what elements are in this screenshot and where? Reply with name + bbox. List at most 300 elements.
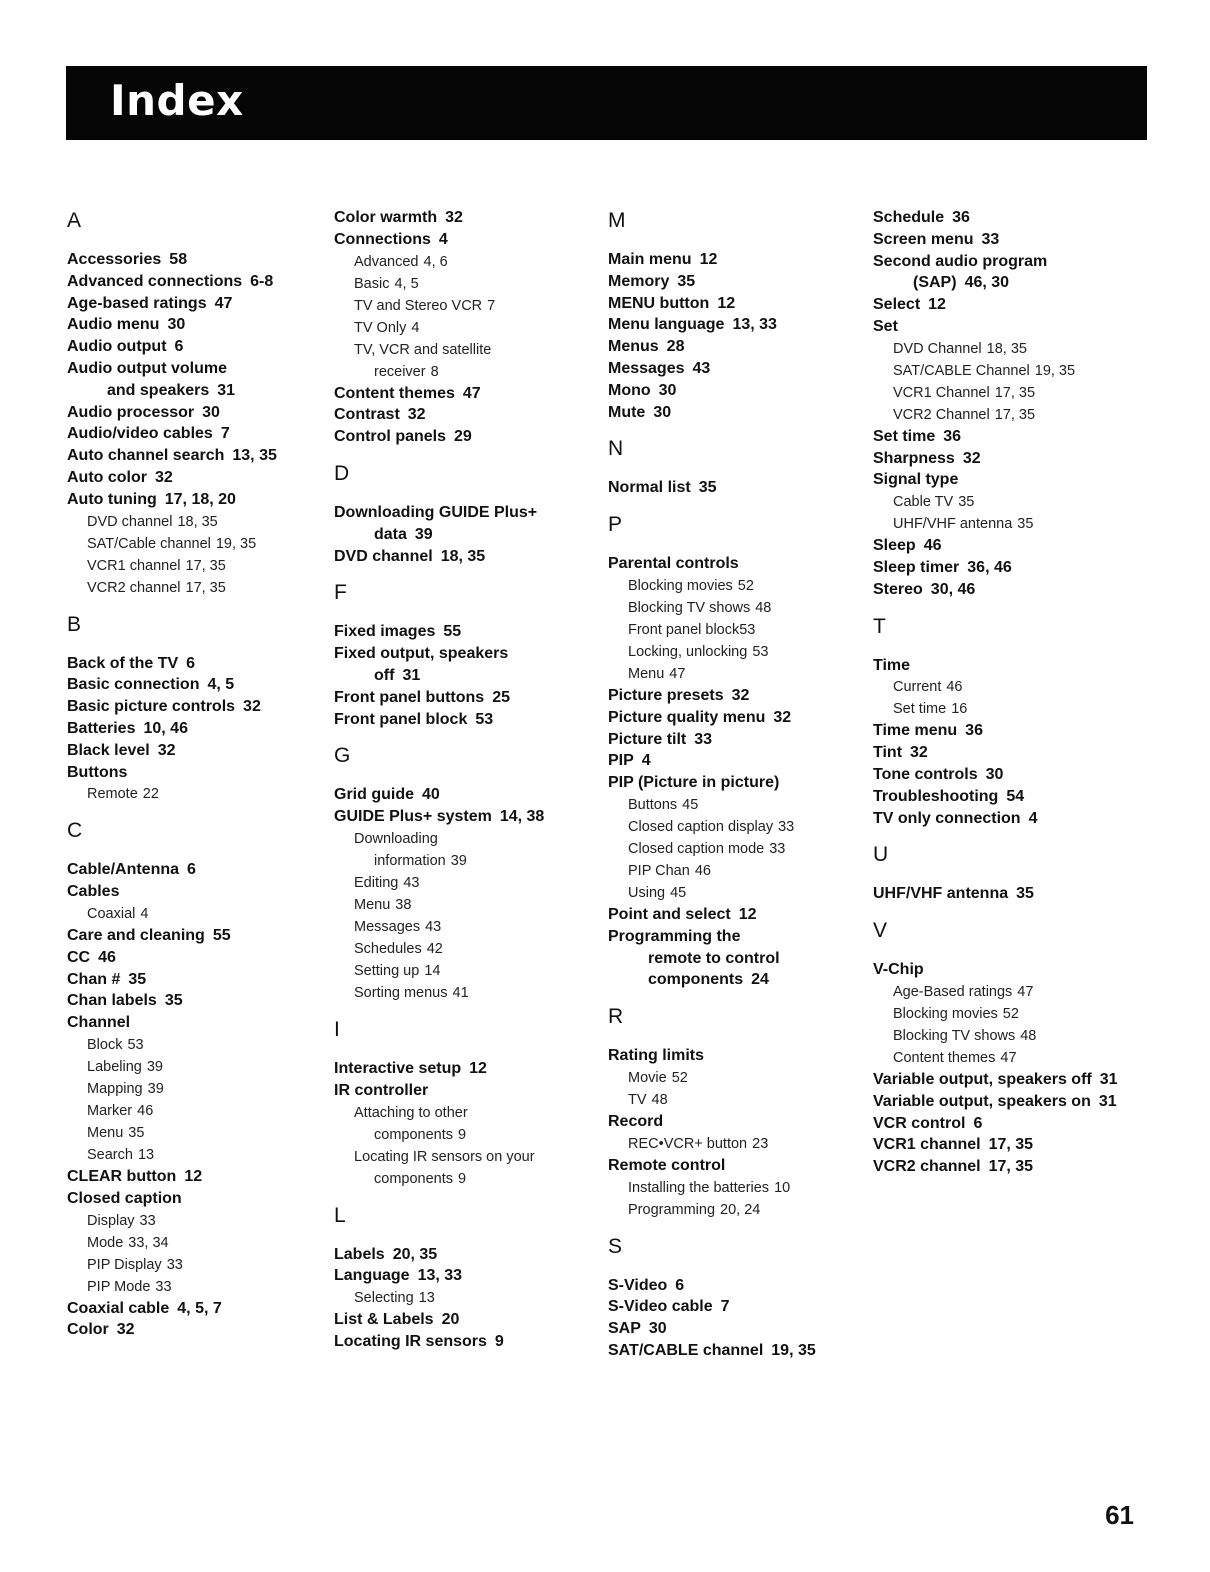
index-section [608, 435, 863, 499]
entry-pages: 30, 46 [930, 580, 976, 598]
entry-pages: 4, 5 [207, 676, 235, 694]
entry-pages: 31 [402, 666, 421, 684]
entry-pages: 6 [187, 861, 196, 879]
index-entry [608, 293, 863, 315]
index-entry [334, 426, 589, 448]
index-entry [334, 1309, 589, 1331]
entry-pages: 32 [407, 406, 426, 424]
entry-term: Picture tilt [608, 730, 687, 748]
index-entry [873, 294, 1163, 316]
subentry-term: DVD Channel [893, 340, 982, 357]
section-letter: C [67, 819, 83, 843]
entry-pages: 19, 35 [771, 1341, 816, 1359]
subentry-pages: 14 [424, 962, 441, 979]
subentry-term-cont-text: information [374, 852, 446, 869]
entry-pages: 36, 46 [967, 558, 1012, 576]
index-entry [608, 926, 863, 991]
entry-term-continued [334, 665, 589, 687]
index-entry [334, 1244, 589, 1266]
index-entry [334, 229, 589, 251]
entry-term: Language [334, 1267, 410, 1285]
entry-pages: 40 [422, 786, 440, 804]
index-column-1 [67, 207, 322, 1353]
subentry-term: Labeling [87, 1058, 142, 1075]
index-subentry [334, 982, 589, 1004]
subentry-term: VCR1 Channel [893, 384, 990, 401]
subentry-term: Messages [354, 918, 421, 935]
subentry-term: Mapping [87, 1080, 143, 1097]
entry-pages: 4 [1028, 809, 1038, 827]
entry-term: Main menu [608, 251, 692, 268]
index-subentry [873, 1025, 1163, 1047]
entry-term: Chan # [67, 970, 121, 988]
index-entry [608, 1318, 863, 1340]
subentry-pages: 46 [946, 679, 963, 696]
entry-term: Sleep [873, 537, 916, 555]
subentry-pages: 35 [958, 494, 975, 511]
entry-term: Time menu [873, 722, 958, 740]
index-section [334, 1016, 589, 1190]
subentry-pages: 43 [425, 918, 442, 935]
entry-term: Set [873, 317, 898, 335]
subentry-pages: 39 [146, 1058, 163, 1075]
index-subentry [608, 597, 863, 619]
subentry-term-cont-text: receiver [374, 363, 426, 380]
entry-term: VCR2 channel [873, 1158, 981, 1176]
index-section [608, 1003, 863, 1220]
entry-pages: 20 [441, 1311, 460, 1329]
subentry-term: UHF/VHF antenna [893, 516, 1013, 533]
subentry-term: Coaxial [87, 905, 136, 922]
entry-term-cont-text: off [374, 666, 395, 684]
entry-term: Fixed output, speakers [334, 645, 509, 663]
index-entry [334, 502, 589, 546]
index-section [334, 1202, 589, 1353]
index-entry [67, 762, 322, 784]
entry-pages: 28 [666, 338, 685, 356]
subentry-term: Blocking movies [893, 1005, 998, 1022]
section-letter: T [873, 614, 886, 638]
index-subentry [334, 1146, 589, 1190]
entry-term-continued [608, 969, 863, 991]
index-entry [873, 1091, 1163, 1113]
index-entry [608, 380, 863, 402]
index-entry [67, 1298, 322, 1320]
entry-term: Connections [334, 230, 431, 248]
subentry-term: DVD channel [87, 513, 173, 530]
index-entry [334, 383, 589, 405]
section-letter: S [608, 1234, 623, 1258]
index-entry [67, 718, 322, 740]
section-letter: P [608, 513, 623, 537]
index-entry [873, 251, 1163, 295]
page-title: Index [110, 76, 244, 125]
subentry-term-cont-text: components [374, 1126, 453, 1143]
subentry-term: Mode [87, 1234, 124, 1251]
entry-term: Second audio program [873, 252, 1048, 270]
entry-term: Audio/video cables [67, 425, 213, 443]
entry-term: S-Video [608, 1276, 668, 1294]
index-entry [873, 959, 1163, 981]
index-entry [67, 489, 322, 511]
subentry-term: Current [893, 679, 942, 696]
subentry-pages: 19, 35 [1034, 362, 1076, 379]
entry-pages: 36 [965, 722, 983, 740]
index-subentry [67, 577, 322, 599]
entry-term-cont-text: remote to control [648, 949, 780, 967]
section-letter: G [334, 744, 351, 768]
entry-term: Normal list [608, 479, 691, 497]
subentry-term: TV, VCR and satellite [354, 341, 492, 358]
index-entry [873, 469, 1163, 491]
subentry-term: Menu [628, 665, 665, 682]
index-entry [67, 947, 322, 969]
entry-term: Buttons [67, 763, 128, 781]
entry-pages: 9 [494, 1332, 504, 1350]
index-entry [608, 1045, 863, 1067]
entry-term: Mute [608, 403, 646, 421]
index-subentry [608, 816, 863, 838]
index-entry [873, 883, 1163, 905]
section-letter: M [608, 209, 626, 232]
index-section [608, 207, 863, 423]
subentry-term: Search [87, 1146, 133, 1163]
index-section [334, 579, 589, 730]
entry-term: DVD channel [334, 547, 433, 565]
subentry-pages: 18, 35 [986, 340, 1027, 357]
entry-term-cont-text: (SAP) [913, 274, 957, 292]
index-entry [67, 653, 322, 675]
index-entry [873, 808, 1163, 830]
entry-term: Cables [67, 883, 120, 901]
index-subentry [334, 317, 589, 339]
subentry-pages: 33 [139, 1212, 156, 1229]
index-entry [873, 557, 1163, 579]
entry-term-cont-text: and speakers [107, 381, 210, 399]
index-subentry [873, 1003, 1163, 1025]
entry-term: Chan labels [67, 992, 157, 1010]
subentry-pages: 17, 35 [185, 557, 226, 574]
entry-term: List & Labels [334, 1311, 434, 1329]
index-subentry [873, 491, 1163, 513]
index-entry [608, 336, 863, 358]
index-entry [67, 674, 322, 696]
index-entry [67, 336, 322, 358]
index-entry [67, 402, 322, 424]
page-number: 61 [1105, 1500, 1134, 1530]
index-entry [334, 1265, 589, 1287]
index-section [608, 511, 863, 991]
index-entry [334, 1080, 589, 1102]
index-entry [608, 1296, 863, 1318]
index-entry [67, 990, 322, 1012]
subentry-term: Installing the batteries [628, 1179, 770, 1196]
index-entry [608, 1111, 863, 1133]
index-entry [608, 904, 863, 926]
index-entry [334, 643, 589, 687]
entry-pages: 31 [1099, 1070, 1118, 1088]
subentry-term: Menu [87, 1124, 124, 1141]
section-letter: U [873, 843, 889, 867]
subentry-term: Basic [354, 275, 390, 292]
index-subentry [334, 295, 589, 317]
subentry-term-continued [354, 361, 589, 383]
subentry-pages: 18, 35 [177, 513, 218, 530]
entry-term: SAP [608, 1320, 641, 1338]
index-entry [873, 426, 1163, 448]
index-subentry [334, 894, 589, 916]
entry-term: Parental controls [608, 555, 739, 573]
index-section [334, 207, 589, 448]
entry-term: Troubleshooting [873, 787, 999, 805]
entry-pages: 13, 33 [417, 1267, 463, 1285]
index-section [334, 742, 589, 1004]
subentry-pages: 42 [426, 940, 443, 957]
entry-pages: 17, 18, 20 [164, 490, 236, 508]
subentry-term: Block [87, 1036, 123, 1053]
index-column-3 [608, 207, 863, 1374]
entry-term: CC [67, 948, 91, 966]
entry-term: Audio menu [67, 316, 160, 334]
subentry-term: Schedules [354, 940, 422, 957]
entry-pages: 35 [164, 992, 183, 1010]
subentry-pages: 46 [137, 1102, 154, 1119]
subentry-pages: 17, 35 [185, 579, 226, 596]
subentry-pages: 13 [137, 1146, 155, 1163]
entry-pages: 46, 30 [964, 274, 1010, 292]
index-entry [67, 314, 322, 336]
entry-pages: 7 [220, 425, 230, 443]
entry-term: Closed caption [67, 1189, 182, 1207]
index-subentry [67, 1100, 322, 1122]
index-section [873, 841, 1163, 905]
index-entry [873, 1156, 1163, 1178]
entry-pages: 30 [648, 1320, 667, 1338]
subentry-term: Age-Based ratings [893, 983, 1013, 1000]
index-entry [608, 271, 863, 293]
subentry-pages: 23 [752, 1135, 769, 1152]
subentry-term: Selecting [354, 1290, 414, 1307]
entry-pages: 29 [454, 428, 472, 446]
index-entry [873, 579, 1163, 601]
index-header-bar [66, 66, 1147, 140]
entry-term: TV only connection [873, 809, 1021, 827]
entry-pages: 32 [155, 468, 173, 486]
index-entry [67, 859, 322, 881]
subentry-pages: 7 [487, 297, 496, 314]
entry-term: Tint [873, 744, 903, 762]
index-section [334, 460, 589, 567]
entry-pages: 32 [773, 708, 792, 726]
entry-pages: 32 [731, 686, 750, 704]
index-subentry [67, 511, 322, 533]
subentry-term: Buttons [628, 796, 678, 813]
entry-term: Variable output, speakers off [873, 1070, 1092, 1088]
entry-pages: 32 [157, 741, 176, 759]
index-entry [873, 207, 1163, 229]
index-subentry [67, 783, 322, 805]
index-entry [67, 1012, 322, 1034]
index-subentry [334, 273, 589, 295]
index-entry [67, 696, 322, 718]
index-entry [67, 1166, 322, 1188]
entry-term: S-Video cable [608, 1298, 713, 1316]
subentry-term: Sorting menus [354, 984, 448, 1001]
subentry-term: Setting up [354, 962, 420, 979]
index-subentry [873, 382, 1163, 404]
subentry-term-continued [354, 1124, 589, 1146]
index-entry [608, 477, 863, 499]
entry-term: Programming the [608, 927, 741, 945]
subentry-pages: 4, 5 [394, 275, 419, 292]
subentry-pages: 45 [682, 796, 699, 813]
entry-term: Point and select [608, 905, 731, 923]
subentry-term: Marker [87, 1102, 133, 1119]
index-entry [608, 707, 863, 729]
index-subentry [873, 676, 1163, 698]
subentry-term: Closed caption mode [628, 840, 765, 857]
subentry-pages: 22 [142, 786, 159, 803]
entry-term-cont-text: data [374, 525, 407, 543]
subentry-term: Advanced [354, 253, 419, 270]
subentry-pages: 33 [778, 818, 795, 835]
entry-pages: 6 [973, 1114, 983, 1132]
index-entry [608, 249, 863, 271]
index-entry [873, 720, 1163, 742]
subentry-pages: 9 [458, 1170, 467, 1187]
index-entry [334, 709, 589, 731]
entry-pages: 43 [692, 359, 711, 377]
entry-pages: 4 [438, 230, 448, 248]
index-subentry [334, 251, 589, 273]
subentry-pages: 52 [737, 577, 754, 594]
entry-pages: 13, 35 [232, 447, 277, 465]
subentry-pages: 33, 34 [128, 1234, 169, 1251]
index-subentry [608, 882, 863, 904]
index-subentry [67, 1276, 322, 1298]
entry-term: Auto tuning [67, 490, 157, 508]
subentry-term: PIP Display [87, 1256, 162, 1273]
subentry-term: TV Only [354, 319, 407, 336]
entry-term-continued [334, 524, 589, 546]
entry-pages: 53 [475, 710, 494, 728]
index-entry [334, 1058, 589, 1080]
index-entry [873, 1113, 1163, 1135]
entry-pages: 12 [928, 296, 946, 314]
index-section [873, 917, 1163, 1178]
subentry-pages: 4 [140, 905, 149, 922]
entry-term: Set time [873, 427, 936, 445]
index-subentry [608, 1177, 863, 1199]
subentry-term: Blocking movies [628, 577, 733, 594]
index-entry [873, 786, 1163, 808]
index-subentry [608, 838, 863, 860]
subentry-term: Front panel block53 [628, 621, 756, 638]
entry-term: Signal type [873, 471, 959, 489]
entry-term: Care and cleaning [67, 926, 205, 944]
subentry-term: Remote [87, 786, 138, 803]
subentry-pages: 53 [127, 1036, 144, 1053]
entry-pages: 20, 35 [392, 1245, 438, 1263]
entry-pages: 36 [952, 209, 970, 226]
entry-pages: 32 [910, 744, 928, 762]
entry-term: Time [873, 656, 911, 674]
index-entry [608, 402, 863, 424]
entry-term: Audio output volume [67, 359, 227, 377]
entry-term: Advanced connections [67, 272, 243, 290]
index-entry [67, 969, 322, 991]
entry-pages: 12 [184, 1167, 203, 1185]
entry-term: Sleep timer [873, 558, 960, 576]
entry-term: PIP (Picture in picture) [608, 774, 780, 792]
entry-pages: 6 [186, 654, 196, 672]
section-letter: V [873, 919, 888, 943]
subentry-term: Editing [354, 874, 399, 891]
index-entry [334, 207, 589, 229]
entry-term: Front panel buttons [334, 688, 485, 706]
entry-pages: 35 [698, 479, 717, 497]
entry-pages: 12 [699, 251, 718, 268]
entry-term: Messages [608, 359, 685, 377]
subentry-term: Closed caption display [628, 818, 774, 835]
index-entry [67, 467, 322, 489]
entry-term: Audio processor [67, 403, 195, 421]
index-subentry [67, 1232, 322, 1254]
entry-pages: 17, 35 [988, 1158, 1034, 1176]
index-subentry [67, 533, 322, 555]
entry-pages: 47 [462, 384, 481, 402]
entry-term: Locating IR sensors [334, 1332, 487, 1350]
index-entry [334, 546, 589, 568]
subentry-term: TV [628, 1091, 647, 1108]
index-subentry [67, 1078, 322, 1100]
index-entry [608, 729, 863, 751]
subentry-term: Content themes [893, 1049, 996, 1066]
entry-pages: 35 [1016, 885, 1034, 903]
index-entry [873, 655, 1163, 677]
index-entry [67, 358, 322, 402]
index-entry [608, 314, 863, 336]
subentry-pages: 41 [452, 984, 469, 1001]
entry-pages: 30 [167, 316, 186, 334]
entry-term: Sharpness [873, 449, 955, 467]
entry-pages: 55 [443, 623, 462, 641]
index-subentry [873, 338, 1163, 360]
entry-pages: 6-8 [250, 272, 274, 290]
entry-term: PIP [608, 752, 634, 770]
entry-pages: 35 [128, 970, 147, 988]
entry-term: Control panels [334, 428, 447, 446]
subentry-pages: 13 [418, 1290, 435, 1307]
subentry-pages: 43 [403, 874, 420, 891]
index-subentry [608, 1089, 863, 1111]
subentry-pages: 8 [430, 363, 439, 380]
index-entry [67, 271, 322, 293]
index-entry [608, 772, 863, 794]
index-subentry [334, 872, 589, 894]
index-subentry [67, 555, 322, 577]
subentry-pages: 4, 6 [423, 253, 448, 270]
subentry-pages: 39 [147, 1080, 164, 1097]
entry-term: IR controller [334, 1081, 429, 1099]
entry-term: Front panel block [334, 710, 468, 728]
entry-term: V-Chip [873, 961, 924, 979]
entry-term: Remote control [608, 1156, 726, 1174]
index-entry [334, 621, 589, 643]
subentry-term: Locating IR sensors on your [354, 1148, 535, 1165]
entry-pages: 14, 38 [499, 808, 545, 826]
index-section [67, 817, 322, 1341]
